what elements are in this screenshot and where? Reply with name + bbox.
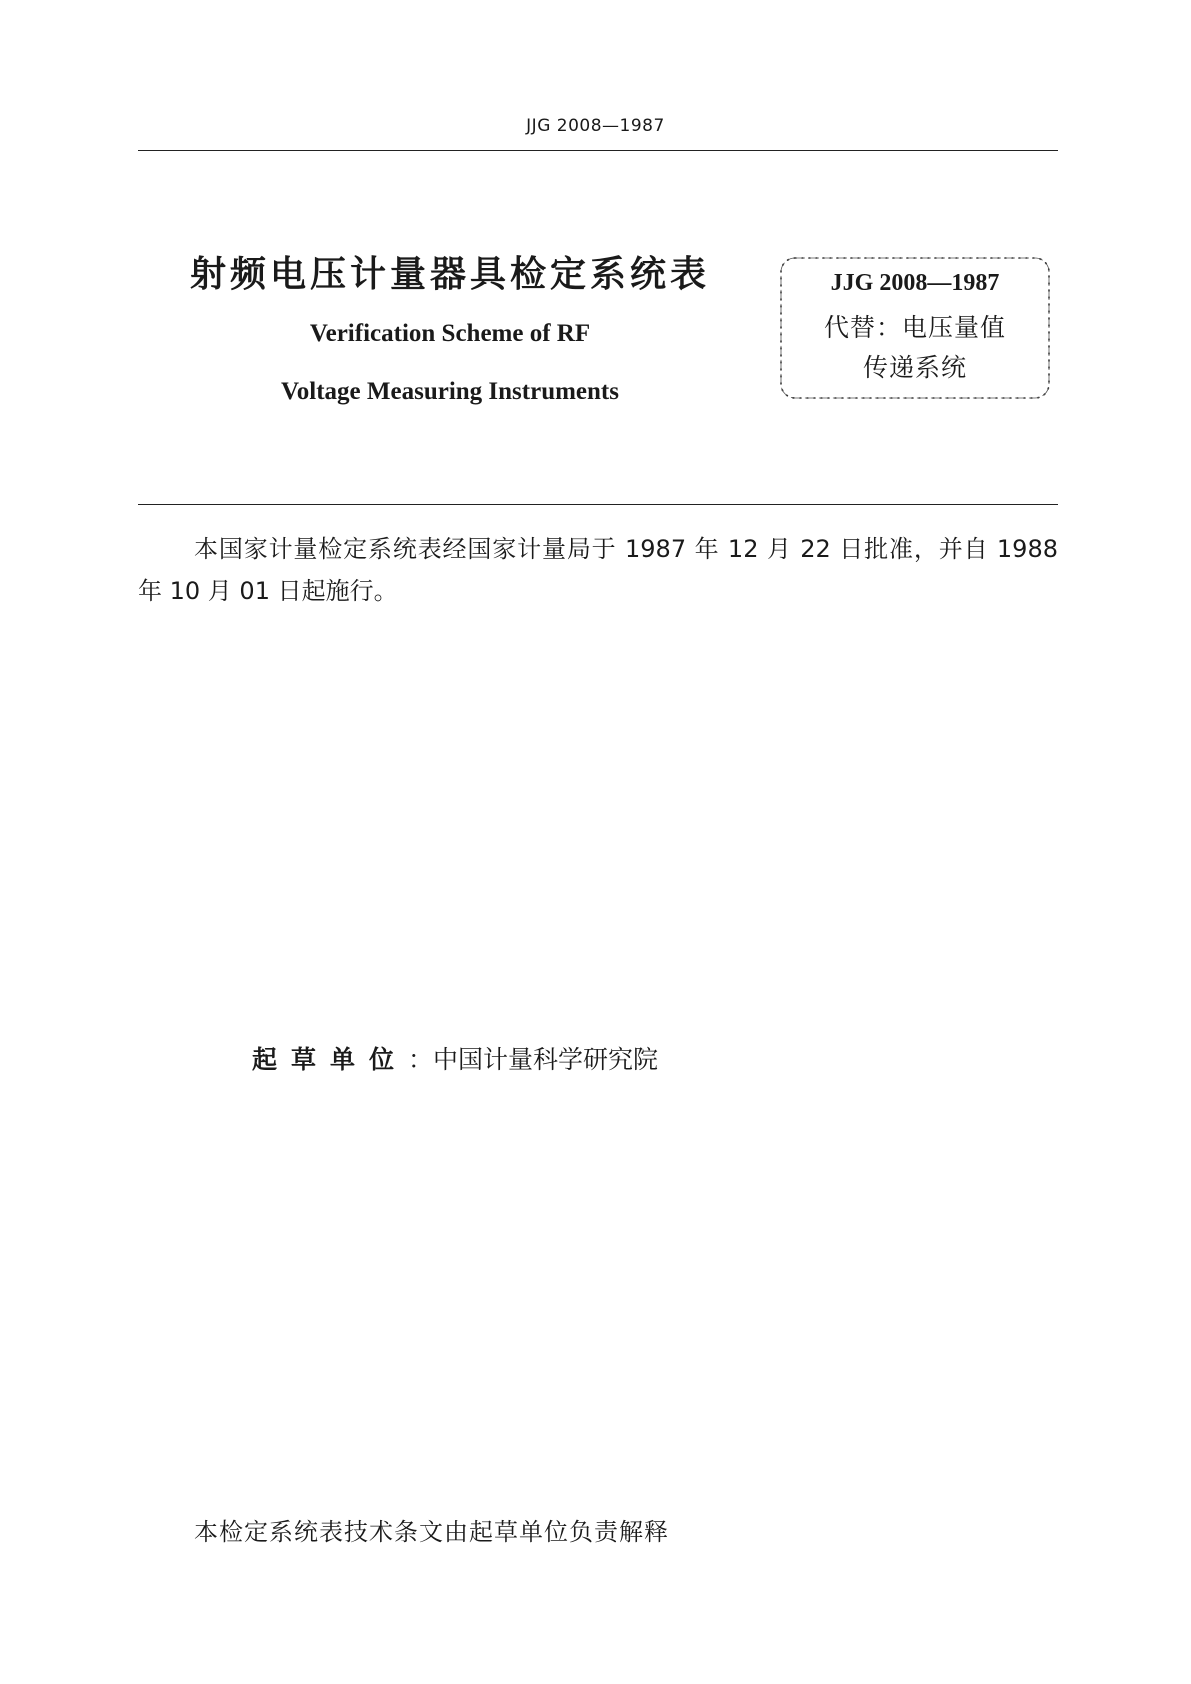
header-rule xyxy=(138,150,1058,151)
drafting-unit-line xyxy=(252,1040,658,1076)
standard-code-box xyxy=(777,254,1053,402)
drafting-unit-label: 起草单位 xyxy=(252,1045,409,1074)
title-chinese: 射频电压计量器具检定系统表 xyxy=(189,254,710,295)
box-standard-number: JJG 2008—1987 xyxy=(830,270,1000,296)
running-header: JJG 2008—1987 xyxy=(526,116,665,136)
interpretation-note: 本检定系统表技术条文由起草单位负责解释 xyxy=(194,1518,669,1546)
drafting-unit-name: 中国计量科学研究院 xyxy=(433,1045,659,1074)
box-replaced-title: 传递系统 xyxy=(862,353,967,382)
approval-paragraph: 本国家计量检定系统表经国家计量局于 1987 年 12 月 22 日批准，并自 1988 年 10 月 01 日起施行。 xyxy=(138,535,1058,605)
title-english-line2: Voltage Measuring Instruments xyxy=(281,378,619,405)
title-english-line1: Verification Scheme of RF xyxy=(309,320,591,347)
drafting-unit-colon: ： xyxy=(408,1045,434,1074)
title-divider-rule xyxy=(138,504,1058,505)
box-replaces-text: 代替：电压量值 xyxy=(823,313,1006,342)
